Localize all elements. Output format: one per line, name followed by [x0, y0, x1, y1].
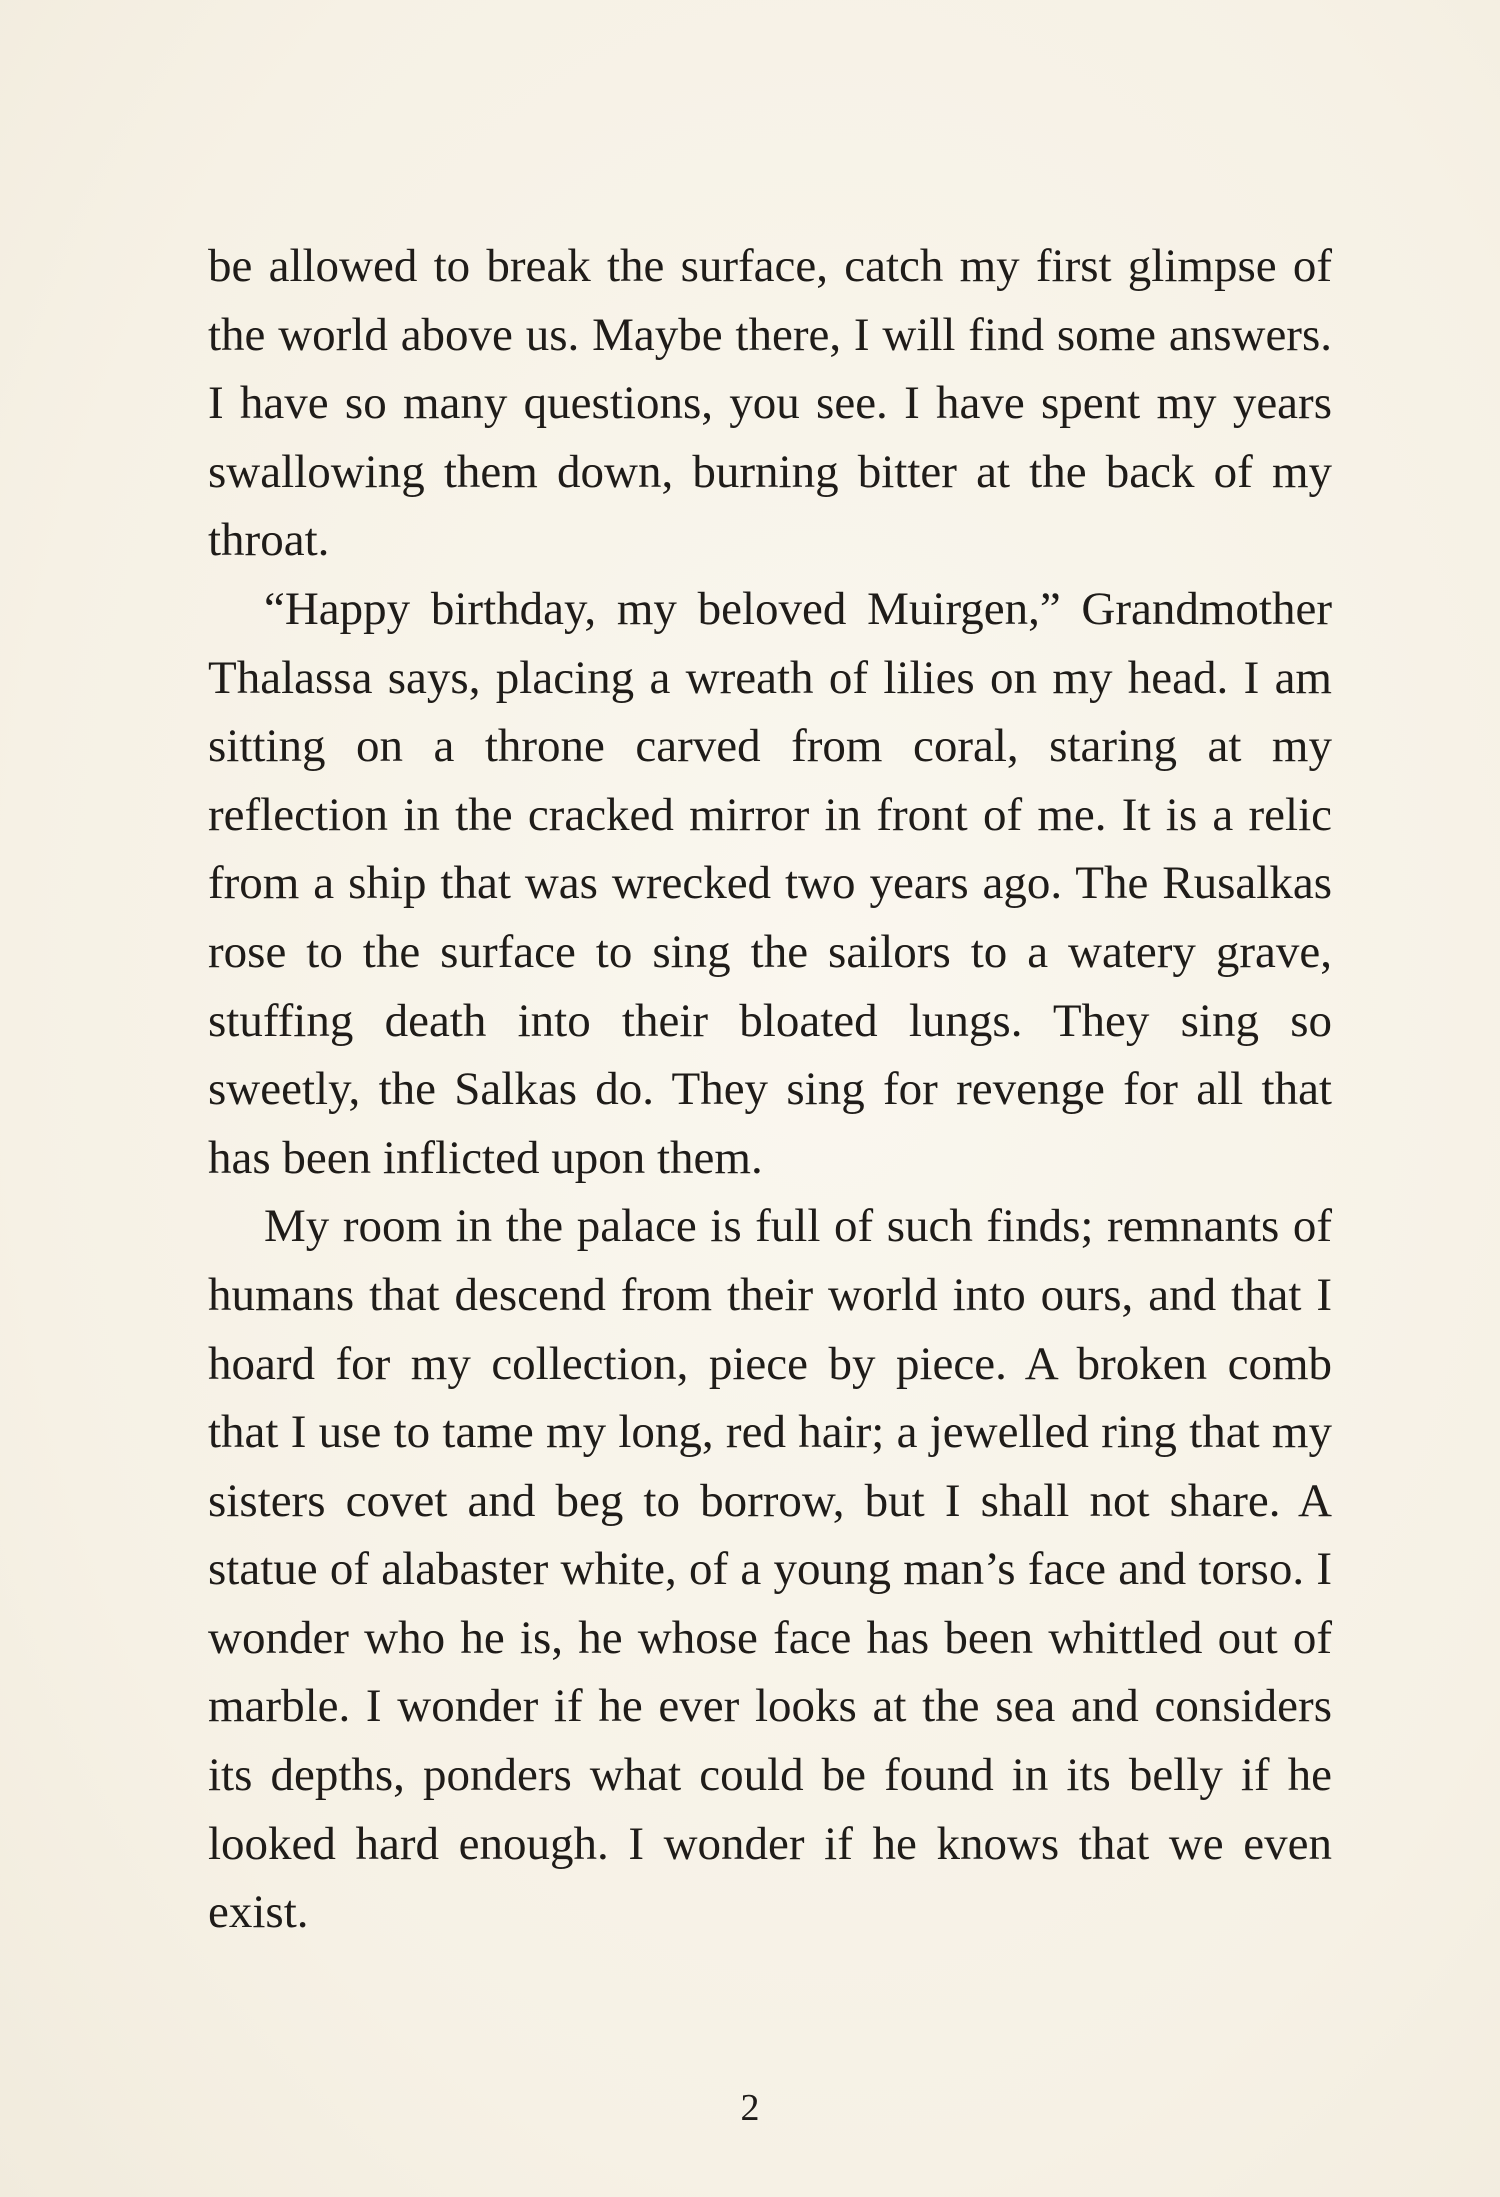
paragraph-continued: be allowed to break the surface, catch my first glimpse of the world above us. Maybe there, I will find some answers. I have so many questions, you see. I have spent my years swallowing them down, burning bitter at the back of my throat. — [208, 240, 1332, 567]
page-number: 2 — [740, 2087, 760, 2129]
paragraph-room: My room in the palace is full of such finds; remnants of humans that descend from their world into ours, and that I hoard for my collection, piece by piece. A broken comb that I use to tame my long, red hair; a jewelled ring that my sisters covet and beg to borrow, but I shall not share. A statue of alabaster white, of a young man’s face and torso. I wonder who he is, he whose face has been whittled out of marble. I wonder if he ever looks at the sea and considers its depths, ponders what could be found in its belly if he looked hard enough. I wonder if he knows that we even exist. — [208, 1200, 1332, 1939]
paragraph-birthday: “Happy birthday, my beloved Muirgen,” Grandmother Thalassa says, placing a wreath of lilies on my head. I am sitting on a throne carved from coral, staring at my reflection in the cracked mirror in front of me. It is a relic from a ship that was wrecked two years ago. The Rusalkas rose to the surface to sing the sailors to a watery grave, stuffing death into their bloated lungs. They sing so sweetly, the Salkas do. They sing for revenge for all that has been inflicted upon them. — [208, 582, 1332, 1184]
body-text — [208, 232, 1332, 1947]
